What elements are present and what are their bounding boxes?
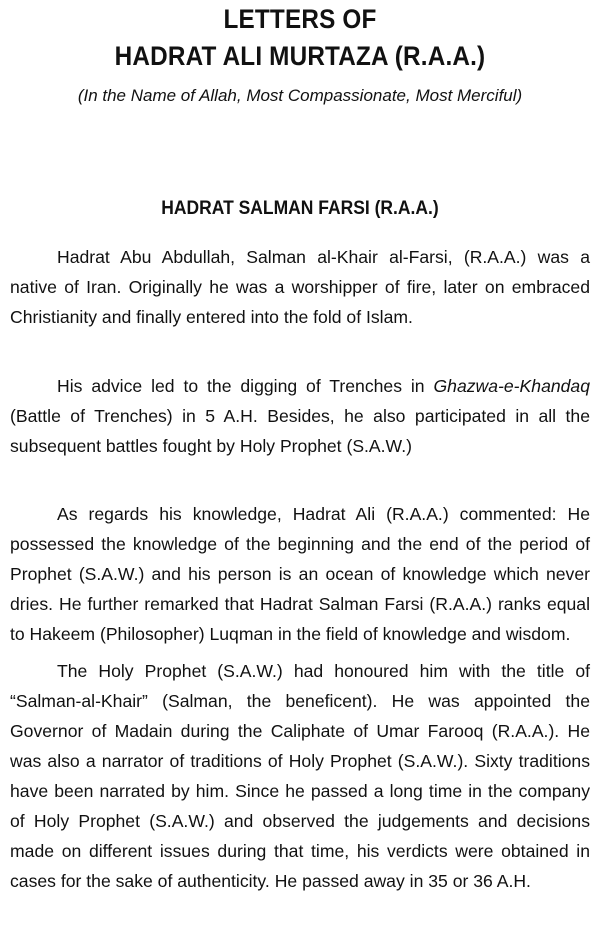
paragraph-4: The Holy Prophet (S.A.W.) had honoured him with the title of “Salman-al-Khair” (Salman, the beneficent). He was appointed the Governor of Madain during the Caliphate of Umar Farooq (R.A.A.). He was also a narrator of traditions of Holy Prophet (S.A.W.). Sixty traditions have been narrated by him. Since he passed a long time in the company of Holy Prophet (S.A.W.) and observed the judgements and decisions made on different issues during that time, his verdicts were obtained in cases for the sake of authenticity. He passed away in 35 or 36 A.H. (10, 661, 590, 891)
paragraph-1: Hadrat Abu Abdullah, Salman al-Khair al-Farsi, (R.A.A.) was a native of Iran. Originally he was a worshipper of fire, later on embraced Christianity and finally entered into the fold of Islam. (10, 247, 590, 327)
paragraph-2 (10, 371, 590, 461)
page-title-line-1: LETTERS OF (223, 4, 377, 34)
page-subtitle: (In the Name of Allah, Most Compassionate, Most Merciful) (77, 86, 523, 105)
page-title-line-2: HADRAT ALI MURTAZA (R.A.A.) (114, 41, 486, 71)
paragraph-2-italic-term: Ghazwa-e-Khandaq (433, 376, 590, 396)
paragraph-3: As regards his knowledge, Hadrat Ali (R.A.A.) commented: He possessed the knowledge of the beginning and the end of the period of Prophet (S.A.W.) and his person is an ocean of knowledge which never dries. He further remarked that Hadrat Salman Farsi (R.A.A.) ranks equal to Hakeem (Philosopher) Luqman in the field of knowledge and wisdom. (10, 504, 590, 644)
paragraph-2-text-end: (Battle of Trenches) in 5 A.H. Besides, he also participated in all the subsequent battles fought by Holy Prophet (S.A.W.) (10, 406, 590, 456)
paragraph-2-text-start: His advice led to the digging of Trenches in (57, 376, 434, 396)
section-heading: HADRAT SALMAN FARSI (R.A.A.) (161, 198, 439, 219)
